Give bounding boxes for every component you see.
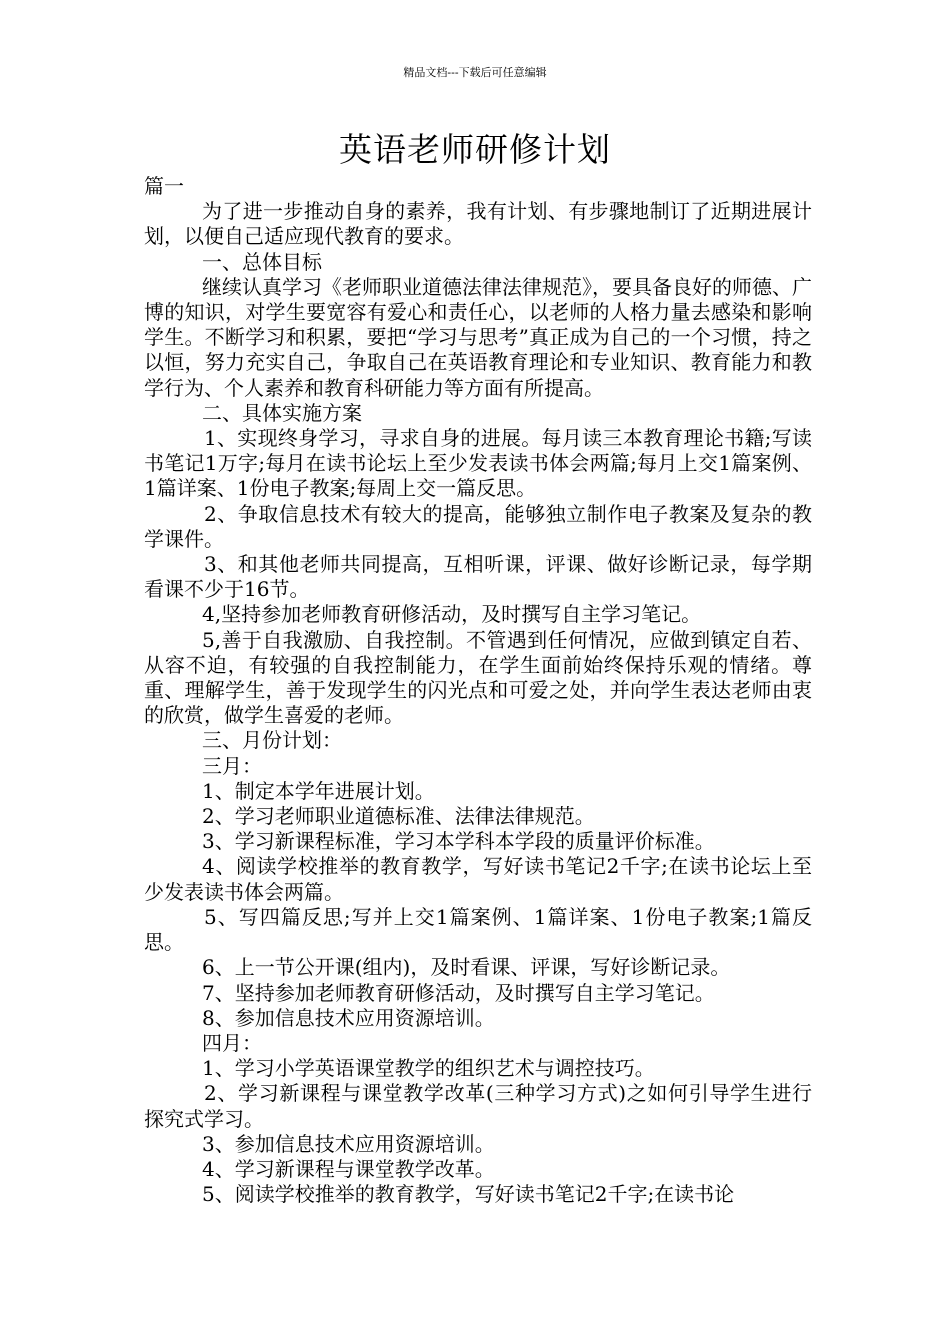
list-item: 4、阅读学校推举的教育教学，写好读书笔记2千字;在读书论坛上至少发表读书体会两篇。 <box>144 854 812 904</box>
list-item: 2、争取信息技术有较大的提高，能够独立制作电子教案及复杂的教学课件。 <box>144 501 812 551</box>
list-item: 5、写四篇反思;写并上交1篇案例、1篇详案、1份电子教案;1篇反思。 <box>144 904 812 955</box>
document-title: 英语老师研修计划 <box>339 130 611 169</box>
list-item: 7、坚持参加老师教育研修活动，及时撰写自主学习笔记。 <box>202 980 715 1005</box>
month-heading: 三月： <box>202 753 262 778</box>
list-item: 6、上一节公开课(组内)，及时看课、评课，写好诊断记录。 <box>202 955 731 980</box>
list-item: 8、参加信息技术应用资源培训。 <box>202 1005 495 1030</box>
page-header: 精品文档---下载后可任意编辑 <box>403 66 547 79</box>
list-item: 1、实现终身学习，寻求自身的进展。每月读三本教育理论书籍;写读书笔记1万字;每月在读书论坛上至少发表读书体会两篇;每月上交1篇案例、1篇详案、1份电子教案;每周上交一篇反思。 <box>144 426 812 501</box>
section-heading: 二、具体实施方案 <box>202 400 362 425</box>
section-heading: 三、月份计划： <box>202 728 342 753</box>
paragraph: 为了进一步推动自身的素养，我有计划、有步骤地制订了近期进展计划，以便自己适应现代教育的要求。 <box>144 199 812 249</box>
section-heading: 一、总体目标 <box>202 249 322 274</box>
list-item: 3、和其他老师共同提高，互相听课，评课、做好诊断记录，每学期看课不少于16节。 <box>144 552 812 602</box>
list-item: 2、学习老师职业道德标准、法律法律规范。 <box>202 804 595 829</box>
month-heading: 四月： <box>202 1030 262 1055</box>
paragraph: 继续认真学习《老师职业道德法律法律规范》，要具备良好的师德、广博的知识，对学生要宽容有爱心和责任心，以老师的人格力量去感染和影响学生。不断学习和积累，要把“学习与思考”真正成为自己的一个习惯，持之以恒，努力充实自己，争取自己在英语教育理论和专业知识、教育能力和教学行为、个人素养和教育科研能力等方面有所提高。 <box>144 274 812 400</box>
list-item: 1、制定本学年进展计划。 <box>202 778 435 803</box>
list-item: 3、参加信息技术应用资源培训。 <box>202 1131 495 1156</box>
section-label: 篇一 <box>144 174 184 198</box>
document-body <box>144 174 812 1207</box>
list-item: 5、阅读学校推举的教育教学，写好读书笔记2千字;在读书论 <box>202 1182 735 1207</box>
list-item: 1、学习小学英语课堂教学的组织艺术与调控技巧。 <box>202 1056 655 1081</box>
list-item: 3、学习新课程标准，学习本学科本学段的质量评价标准。 <box>202 829 715 854</box>
list-item: 5,善于自我激励、自我控制。不管遇到任何情况，应做到镇定自若、从容不迫，有较强的自我控制能力，在学生面前始终保持乐观的情绪。尊重、理解学生，善于发现学生的闪光点和可爱之处，并向学生表达老师由衷的欣赏，做学生喜爱的老师。 <box>144 627 812 728</box>
list-item: 4、学习新课程与课堂教学改革。 <box>202 1156 495 1181</box>
list-item: 2、学习新课程与课堂教学改革(三种学习方式)之如何引导学生进行探究式学习。 <box>144 1081 812 1131</box>
list-item: 4,坚持参加老师教育研修活动，及时撰写自主学习笔记。 <box>202 602 702 627</box>
